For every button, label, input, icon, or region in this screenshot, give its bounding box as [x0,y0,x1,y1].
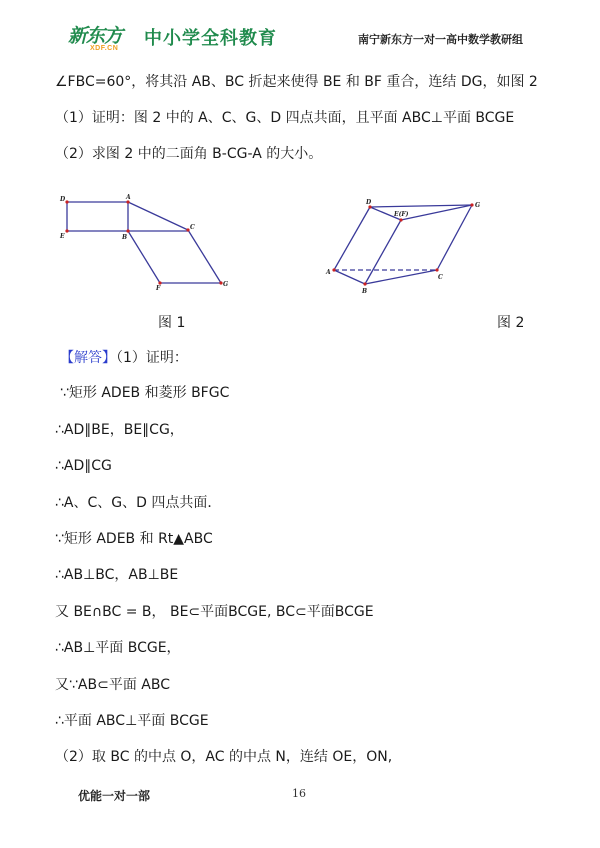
solution-line: ∴AB⊥平面 BCGE， [55,640,181,656]
problem-line-1: ∠FBC=60°，将其沿 AB、BC 折起来使得 BE 和 BF 重合，连结 DG，如图 2 [55,74,538,90]
page-number: 16 [292,787,306,800]
solution-line: ∴AD∥CG [55,458,112,474]
label-G: G [223,281,229,288]
geometry-figures [0,0,600,310]
solution-line: ∴AB⊥BC，AB⊥BE [55,567,179,583]
solution-line: ∴A、C、G、D 四点共面． [55,495,222,511]
answer-tag: 【解答】 [60,350,116,366]
solution-line: ∴AD∥BE，BE∥CG， [55,422,184,438]
label-D: D [366,199,372,206]
solution-header [60,349,188,367]
figure-1 [67,202,221,283]
figure-2-caption: 图 2 [497,315,525,331]
org-name: 南宁新东方一对一高中数学教研组 [358,33,523,46]
label-F: F [156,285,161,292]
label-C: C [190,224,195,231]
solution-line: ∵矩形 ADEB 和菱形 BFGC [60,385,230,401]
problem-line-3: （2）求图 2 中的二面角 B-CG-A 的大小。 [55,146,323,162]
footer-department: 优能一对一部 [78,789,151,803]
brand-slogan: 中小学全科教育 [144,28,277,49]
label-A: A [126,194,131,201]
logo-main-text: 新东方 [68,25,123,47]
label-B: B [362,288,368,295]
label-D: D [60,196,66,203]
label-G: G [475,202,481,209]
problem-line-2: （1）证明：图 2 中的 A、C、G、D 四点共面，且平面 ABC⊥平面 BCGE [55,110,515,126]
solution-line: ∵矩形 ADEB 和 Rt▲ABC [55,531,213,547]
figure-1-points [65,200,222,284]
logo-sub-text: XDF.CN [90,45,119,52]
label-E-F: E(F) [394,211,409,218]
figure-2-labels [325,199,480,295]
solution-intro: （1）证明： [116,350,188,366]
solution-line: 又∵AB⊂平面 ABC [55,677,170,693]
figure-1-caption: 图 1 [158,315,186,331]
label-B: B [122,234,128,241]
solution-line: ∴平面 ABC⊥平面 BCGE [55,713,209,729]
solution-line: （2）取 BC 的中点 O，AC 的中点 N，连结 OE，ON, [55,749,393,765]
label-C: C [438,274,443,281]
label-A: A [326,269,331,276]
solution-line: 又 BE∩BC = B， BE⊂平面BCGE, BC⊂平面BCGE [55,604,374,620]
label-E: E [60,233,65,240]
